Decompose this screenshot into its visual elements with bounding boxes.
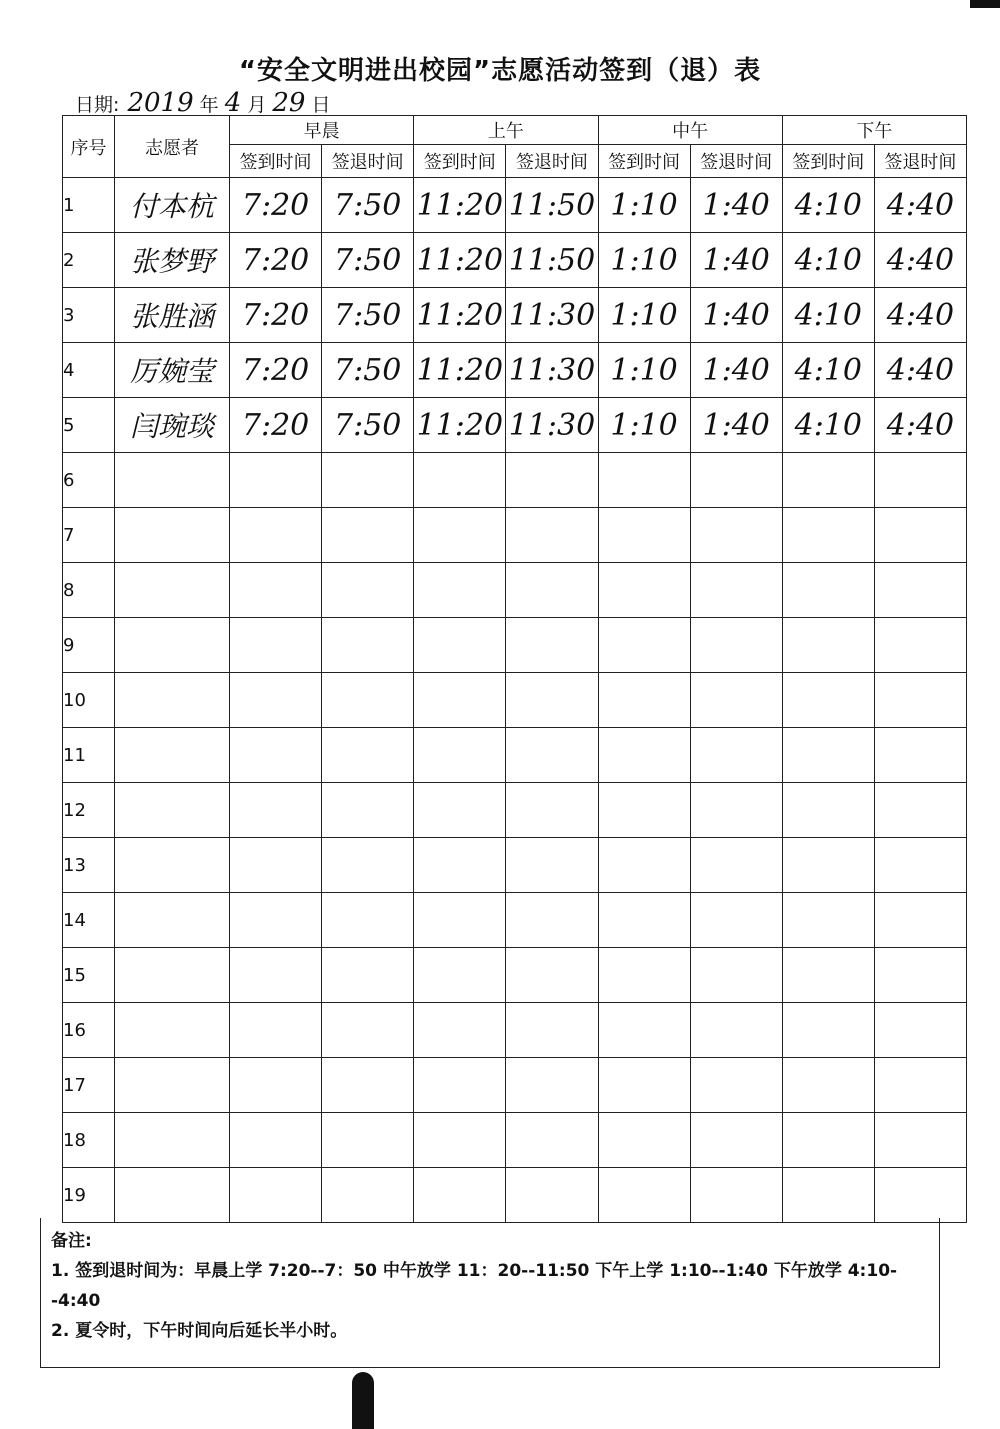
sign-out-time xyxy=(874,948,966,1003)
volunteer-name xyxy=(115,1168,230,1223)
sign-out-time xyxy=(874,1058,966,1113)
sign-out-time xyxy=(874,783,966,838)
sign-in-time xyxy=(782,673,874,728)
volunteer-name xyxy=(115,618,230,673)
volunteer-name xyxy=(115,728,230,783)
table-row xyxy=(63,673,967,728)
sign-in-time xyxy=(414,453,506,508)
date-year-unit: 年 xyxy=(199,94,219,116)
volunteer-name: 付本杭 xyxy=(115,178,230,233)
header-sign-in: 签到时间 xyxy=(782,145,874,178)
sign-out-time xyxy=(506,1003,598,1058)
sheet-title: “安全文明进出校园”志愿活动签到（退）表 xyxy=(238,56,762,86)
sign-in-table-wrapper xyxy=(62,115,967,1223)
sign-out-time xyxy=(690,618,782,673)
header-volunteer: 志愿者 xyxy=(115,116,230,178)
sign-in-time xyxy=(782,783,874,838)
sign-in-time: 11:20 xyxy=(414,178,506,233)
header-sign-in: 签到时间 xyxy=(598,145,690,178)
row-number: 17 xyxy=(63,1058,115,1113)
sign-in-time xyxy=(598,728,690,783)
sign-out-time xyxy=(506,1058,598,1113)
date-label: 日期: xyxy=(75,94,120,116)
notes-line-2: 2. 夏令时，下午时间向后延长半小时。 xyxy=(51,1321,348,1341)
sign-in-time xyxy=(414,893,506,948)
sign-in-time xyxy=(230,838,322,893)
header-period-afternoon: 下午 xyxy=(782,116,966,145)
sign-in-time: 4:10 xyxy=(782,288,874,343)
sign-out-time: 4:40 xyxy=(874,233,966,288)
table-row xyxy=(63,508,967,563)
header-period-morning: 早晨 xyxy=(230,116,414,145)
sign-in-time xyxy=(414,838,506,893)
sign-out-time: 1:40 xyxy=(690,288,782,343)
sign-out-time xyxy=(690,453,782,508)
date-line xyxy=(75,88,331,118)
volunteer-name xyxy=(115,838,230,893)
sign-in-time xyxy=(414,563,506,618)
row-number: 1 xyxy=(63,178,115,233)
sign-in-time xyxy=(782,728,874,783)
sign-out-time: 7:50 xyxy=(322,288,414,343)
sign-out-time xyxy=(322,1168,414,1223)
volunteer-name xyxy=(115,453,230,508)
table-row xyxy=(63,563,967,618)
sign-out-time xyxy=(506,783,598,838)
table-row xyxy=(63,453,967,508)
sign-in-time xyxy=(598,618,690,673)
header-period-forenoon: 上午 xyxy=(414,116,598,145)
notes-box xyxy=(40,1218,940,1368)
sign-in-time: 7:20 xyxy=(230,233,322,288)
volunteer-name xyxy=(115,1113,230,1168)
sign-in-time xyxy=(598,1168,690,1223)
row-number: 3 xyxy=(63,288,115,343)
volunteer-name xyxy=(115,508,230,563)
volunteer-name xyxy=(115,563,230,618)
header-sign-out: 签退时间 xyxy=(506,145,598,178)
sign-out-time xyxy=(690,563,782,618)
sign-in-time xyxy=(414,728,506,783)
sign-out-time xyxy=(322,563,414,618)
sign-in-time xyxy=(230,783,322,838)
sign-out-time xyxy=(506,1113,598,1168)
sign-in-time xyxy=(782,508,874,563)
row-number: 4 xyxy=(63,343,115,398)
sign-in-time xyxy=(230,508,322,563)
header-seq: 序号 xyxy=(63,116,115,178)
sign-in-time xyxy=(230,618,322,673)
sign-in-time xyxy=(414,1058,506,1113)
sign-in-time xyxy=(782,563,874,618)
sign-out-time xyxy=(874,563,966,618)
sign-in-time: 4:10 xyxy=(782,398,874,453)
volunteer-name: 张梦野 xyxy=(115,233,230,288)
sign-in-time: 11:20 xyxy=(414,288,506,343)
volunteer-name xyxy=(115,673,230,728)
sign-out-time xyxy=(322,618,414,673)
sign-out-time: 11:50 xyxy=(506,178,598,233)
sign-out-time xyxy=(874,673,966,728)
sign-out-time xyxy=(874,838,966,893)
row-number: 16 xyxy=(63,1003,115,1058)
table-row xyxy=(63,343,967,398)
sign-in-time: 11:20 xyxy=(414,233,506,288)
sign-out-time xyxy=(322,783,414,838)
row-number: 18 xyxy=(63,1113,115,1168)
sign-out-time xyxy=(690,1003,782,1058)
sign-in-time: 4:10 xyxy=(782,343,874,398)
sign-in-time xyxy=(598,673,690,728)
date-year: 2019 xyxy=(127,88,194,118)
sign-in-time xyxy=(598,1113,690,1168)
sign-out-time xyxy=(506,453,598,508)
sign-in-time xyxy=(230,893,322,948)
sign-out-time xyxy=(690,838,782,893)
sign-out-time: 4:40 xyxy=(874,343,966,398)
sign-out-time xyxy=(690,728,782,783)
sign-in-time xyxy=(414,948,506,1003)
sign-out-time xyxy=(506,618,598,673)
sign-out-time xyxy=(322,1113,414,1168)
sign-in-time: 1:10 xyxy=(598,288,690,343)
sign-in-time xyxy=(414,673,506,728)
sign-out-time xyxy=(690,1113,782,1168)
sign-out-time xyxy=(874,508,966,563)
table-row xyxy=(63,178,967,233)
sign-in-time xyxy=(230,453,322,508)
sign-out-time: 1:40 xyxy=(690,398,782,453)
row-number: 12 xyxy=(63,783,115,838)
row-number: 8 xyxy=(63,563,115,618)
volunteer-name xyxy=(115,948,230,1003)
sign-out-time xyxy=(690,673,782,728)
sign-in-time xyxy=(598,508,690,563)
row-number: 11 xyxy=(63,728,115,783)
sign-in-time xyxy=(598,838,690,893)
sign-out-time xyxy=(690,783,782,838)
sign-in-time xyxy=(414,783,506,838)
sign-in-time: 1:10 xyxy=(598,343,690,398)
sign-in-time: 4:10 xyxy=(782,233,874,288)
sign-in-time xyxy=(782,893,874,948)
table-row xyxy=(63,1168,967,1223)
sign-out-time xyxy=(322,893,414,948)
volunteer-name xyxy=(115,1058,230,1113)
notes-line-1: 1. 签到退时间为：早晨上学 7:20--7：50 中午放学 11：20--11:50 下午上学 1:10--1:40 下午放学 4:10--4:40 xyxy=(51,1261,898,1311)
sign-in-time xyxy=(414,508,506,563)
sign-out-time xyxy=(506,508,598,563)
header-sign-out: 签退时间 xyxy=(690,145,782,178)
sign-out-time xyxy=(322,453,414,508)
sign-in-time xyxy=(230,728,322,783)
header-sign-out: 签退时间 xyxy=(322,145,414,178)
sign-in-time: 11:20 xyxy=(414,343,506,398)
volunteer-name: 厉婉莹 xyxy=(115,343,230,398)
sign-in-time xyxy=(230,1003,322,1058)
header-period-noon: 中午 xyxy=(598,116,782,145)
sign-out-time xyxy=(506,728,598,783)
sign-out-time: 1:40 xyxy=(690,343,782,398)
notes-label: 备注: xyxy=(51,1231,92,1251)
row-number: 5 xyxy=(63,398,115,453)
header-sign-out: 签退时间 xyxy=(874,145,966,178)
row-number: 14 xyxy=(63,893,115,948)
header-sign-in: 签到时间 xyxy=(230,145,322,178)
date-day: 29 xyxy=(272,88,306,118)
sign-out-time xyxy=(322,508,414,563)
sign-out-time xyxy=(690,508,782,563)
table-row xyxy=(63,1003,967,1058)
table-row xyxy=(63,728,967,783)
table-row xyxy=(63,1058,967,1113)
header-sign-in: 签到时间 xyxy=(414,145,506,178)
sign-out-time xyxy=(874,893,966,948)
sign-in-time xyxy=(598,453,690,508)
date-day-unit: 日 xyxy=(311,94,331,116)
sign-out-time xyxy=(322,948,414,1003)
table-row xyxy=(63,398,967,453)
sign-out-time xyxy=(874,1113,966,1168)
volunteer-name xyxy=(115,893,230,948)
sign-out-time: 7:50 xyxy=(322,178,414,233)
sign-out-time xyxy=(322,1003,414,1058)
row-number: 10 xyxy=(63,673,115,728)
sign-in-time: 1:10 xyxy=(598,178,690,233)
sign-in-time: 7:20 xyxy=(230,288,322,343)
sign-in-time xyxy=(782,618,874,673)
sign-in-time xyxy=(598,948,690,1003)
sign-in-time: 7:20 xyxy=(230,398,322,453)
sign-out-time xyxy=(874,453,966,508)
sign-in-time xyxy=(782,838,874,893)
sign-out-time xyxy=(322,1058,414,1113)
sign-in-time xyxy=(598,563,690,618)
sign-out-time xyxy=(690,893,782,948)
sign-in-time xyxy=(598,1058,690,1113)
sign-in-time: 7:20 xyxy=(230,343,322,398)
row-number: 19 xyxy=(63,1168,115,1223)
sign-in-time xyxy=(230,673,322,728)
binder-clip xyxy=(352,1372,374,1429)
volunteer-name: 张胜涵 xyxy=(115,288,230,343)
table-row xyxy=(63,838,967,893)
table-row xyxy=(63,233,967,288)
sign-out-time xyxy=(506,563,598,618)
sign-in-time xyxy=(230,563,322,618)
sign-out-time xyxy=(690,948,782,1003)
sign-out-time xyxy=(506,948,598,1003)
sign-in-time xyxy=(230,1113,322,1168)
sign-in-table xyxy=(62,115,967,1223)
volunteer-name xyxy=(115,1003,230,1058)
sign-out-time xyxy=(874,1168,966,1223)
row-number: 13 xyxy=(63,838,115,893)
sign-out-time: 4:40 xyxy=(874,398,966,453)
sign-in-time: 4:10 xyxy=(782,178,874,233)
row-number: 9 xyxy=(63,618,115,673)
sign-in-time: 7:20 xyxy=(230,178,322,233)
sign-out-time: 7:50 xyxy=(322,233,414,288)
volunteer-name xyxy=(115,783,230,838)
sign-in-time xyxy=(782,1113,874,1168)
sign-out-time xyxy=(874,728,966,783)
sign-in-time xyxy=(782,1168,874,1223)
sign-in-time xyxy=(782,453,874,508)
sign-in-time: 11:20 xyxy=(414,398,506,453)
row-number: 15 xyxy=(63,948,115,1003)
sign-in-time: 1:10 xyxy=(598,233,690,288)
sign-out-time: 1:40 xyxy=(690,233,782,288)
sign-out-time: 4:40 xyxy=(874,288,966,343)
sign-out-time: 11:30 xyxy=(506,398,598,453)
corner-mark xyxy=(970,0,1000,8)
row-number: 2 xyxy=(63,233,115,288)
sign-out-time xyxy=(874,1003,966,1058)
sign-in-time xyxy=(598,893,690,948)
sign-out-time xyxy=(322,838,414,893)
sign-out-time xyxy=(506,1168,598,1223)
row-number: 7 xyxy=(63,508,115,563)
row-number: 6 xyxy=(63,453,115,508)
sign-in-time xyxy=(782,948,874,1003)
sign-out-time xyxy=(322,728,414,783)
sign-out-time: 7:50 xyxy=(322,398,414,453)
sign-out-time xyxy=(506,673,598,728)
sign-in-time xyxy=(598,783,690,838)
table-row xyxy=(63,783,967,838)
sign-in-time xyxy=(230,948,322,1003)
date-month: 4 xyxy=(224,88,242,118)
sign-in-time: 1:10 xyxy=(598,398,690,453)
sign-out-time: 7:50 xyxy=(322,343,414,398)
sign-out-time xyxy=(506,893,598,948)
sign-out-time: 11:50 xyxy=(506,233,598,288)
table-row xyxy=(63,948,967,1003)
table-row xyxy=(63,1113,967,1168)
table-row xyxy=(63,288,967,343)
sign-in-time xyxy=(414,1168,506,1223)
sign-in-time xyxy=(782,1058,874,1113)
sign-out-time xyxy=(690,1168,782,1223)
sign-in-time xyxy=(782,1003,874,1058)
sign-out-time xyxy=(506,838,598,893)
sign-out-time xyxy=(874,618,966,673)
sign-in-time xyxy=(598,1003,690,1058)
table-row xyxy=(63,618,967,673)
sign-out-time xyxy=(322,673,414,728)
sign-in-time xyxy=(414,618,506,673)
sign-out-time: 11:30 xyxy=(506,288,598,343)
sign-out-time: 1:40 xyxy=(690,178,782,233)
volunteer-name: 闫琬琰 xyxy=(115,398,230,453)
sign-in-time xyxy=(230,1058,322,1113)
sign-in-time xyxy=(230,1168,322,1223)
sign-out-time xyxy=(690,1058,782,1113)
sign-in-time xyxy=(414,1113,506,1168)
sign-out-time: 11:30 xyxy=(506,343,598,398)
sign-out-time: 4:40 xyxy=(874,178,966,233)
table-row xyxy=(63,893,967,948)
date-month-unit: 月 xyxy=(247,94,267,116)
sign-in-time xyxy=(414,1003,506,1058)
